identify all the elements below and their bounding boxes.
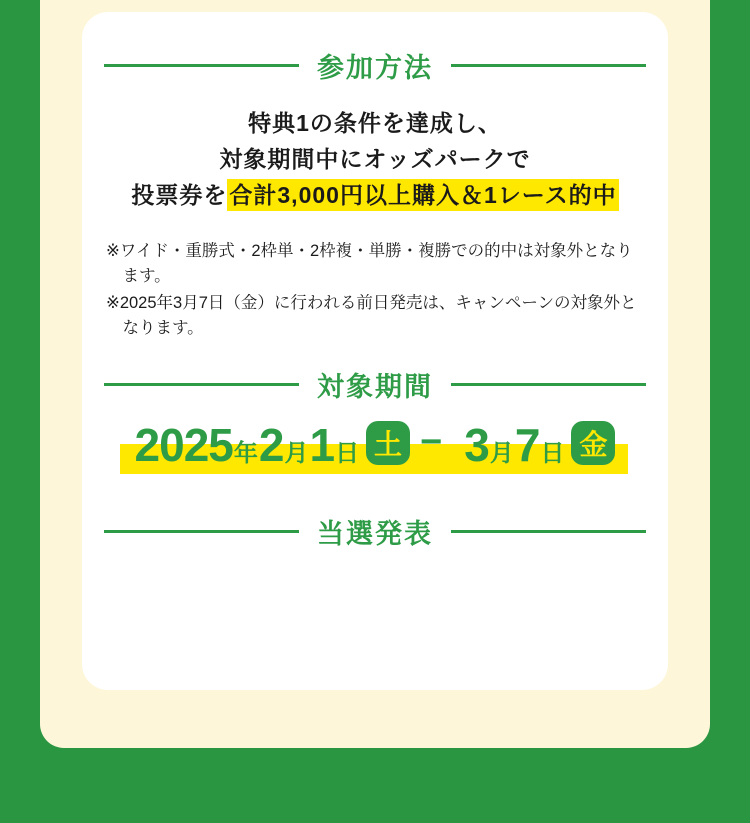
date-month-unit: 月: [284, 439, 309, 467]
note-item: ※ワイド・重勝式・2枠単・2枠複・単勝・複勝での的中は対象外となります。: [106, 242, 633, 285]
participation-line-3-highlight: 合計3,000円以上購入＆1レース的中: [227, 179, 618, 211]
date-day-unit: 日: [335, 439, 360, 467]
cream-panel: [40, 0, 710, 748]
date-range-separator: −: [420, 420, 443, 463]
participation-line-3-plain: 投票券を: [131, 182, 228, 208]
dow-badge-friday: 金: [571, 421, 615, 465]
date-year-unit: 年: [233, 439, 258, 467]
announcement-heading-title: 当選発表: [317, 519, 433, 549]
participation-heading: [82, 46, 668, 85]
participation-line-2: 対象期間中にオッズパークで: [219, 146, 531, 172]
period-heading-title: 対象期間: [317, 372, 433, 402]
date-year: 2025: [134, 419, 233, 471]
period-date-text: [82, 414, 668, 476]
participation-heading-title: 参加方法: [317, 53, 433, 83]
participation-line-3: [82, 177, 668, 213]
dow-badge-saturday: 土: [366, 421, 410, 465]
participation-description: [82, 105, 668, 213]
date-end-month: 3: [464, 419, 489, 471]
participation-notes: [106, 239, 644, 341]
participation-line-1: 特典1の条件を達成し、: [248, 110, 502, 136]
date-end-day: 7: [514, 419, 540, 471]
date-start-month: 2: [258, 419, 284, 471]
date-end-month-unit: 月: [489, 439, 514, 467]
note-item: ※2025年3月7日（金）に行われる前日発売は、キャンペーンの対象外となります。: [106, 294, 637, 337]
period-date-banner: [82, 414, 668, 476]
heading-rule-right: [451, 64, 646, 67]
date-end-day-unit: 日: [540, 439, 565, 467]
heading-rule-left: [104, 530, 299, 533]
heading-rule-left: [104, 383, 299, 386]
date-start-day: 1: [309, 419, 335, 471]
heading-rule-right: [451, 383, 646, 386]
heading-rule-right: [451, 530, 646, 533]
period-heading: [82, 365, 668, 404]
campaign-card: [82, 12, 668, 690]
announcement-heading: [82, 512, 668, 551]
heading-rule-left: [104, 64, 299, 67]
